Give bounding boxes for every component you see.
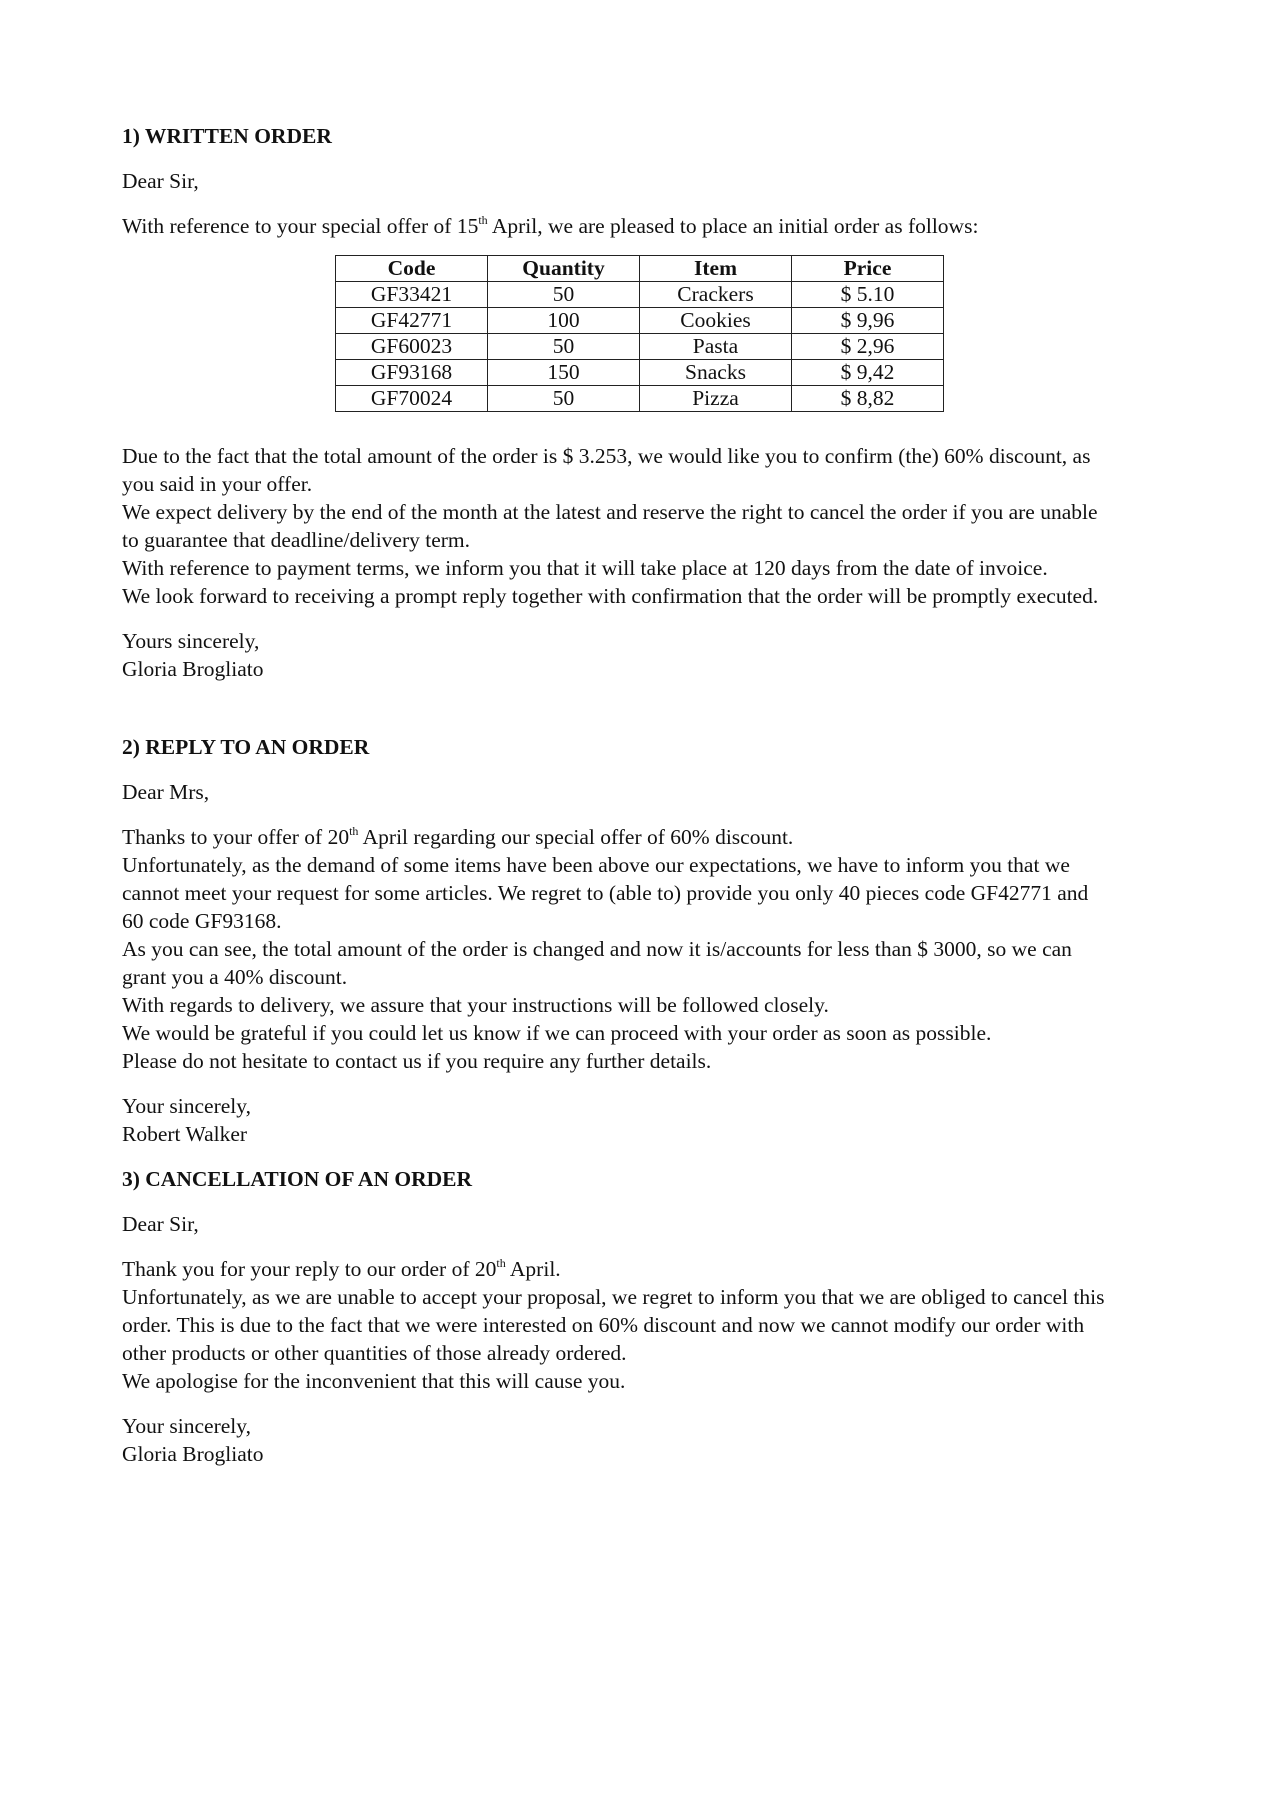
cell-code: GF42771 xyxy=(336,308,488,334)
cell-price: $ 9,96 xyxy=(792,308,944,334)
cell-code: GF60023 xyxy=(336,334,488,360)
body-line: grant you a 40% discount. xyxy=(122,965,348,989)
cell-item: Pasta xyxy=(640,334,792,360)
table-row xyxy=(336,308,944,334)
closing: Your sincerely, xyxy=(122,1094,251,1118)
salutation: Dear Sir, xyxy=(122,1212,199,1236)
cell-price: $ 8,82 xyxy=(792,386,944,412)
body-line: cannot meet your request for some articles. We regret to (able to) provide you only 40 pieces code GF42771 and xyxy=(122,881,1089,905)
section-heading: 1) WRITTEN ORDER xyxy=(122,124,332,148)
cell-item: Pizza xyxy=(640,386,792,412)
body-line: order. This is due to the fact that we were interested on 60% discount and now we cannot modify our order with xyxy=(122,1313,1085,1337)
body-line: Unfortunately, as we are unable to accept your proposal, we regret to inform you that we are obliged to cancel this xyxy=(122,1285,1105,1309)
body-line: We look forward to receiving a prompt reply together with confirmation that the order will be promptly executed. xyxy=(122,584,1099,608)
salutation: Dear Sir, xyxy=(122,169,199,193)
body-line xyxy=(122,1255,1168,1283)
cell-item: Snacks xyxy=(640,360,792,386)
body-line: 60 code GF93168. xyxy=(122,909,282,933)
body-text-after: April. xyxy=(505,1257,561,1281)
cell-price: $ 5.10 xyxy=(792,282,944,308)
body-line: you said in your offer. xyxy=(122,472,313,496)
salutation: Dear Mrs, xyxy=(122,780,210,804)
body-paragraph xyxy=(122,1255,1168,1395)
signature: Gloria Brogliato xyxy=(122,657,264,681)
column-header-code: Code xyxy=(336,256,488,282)
intro-text-before: With reference to your special offer of 15 xyxy=(122,214,479,238)
ordinal-suffix: th xyxy=(478,212,488,227)
section-heading: 2) REPLY TO AN ORDER xyxy=(122,735,370,759)
body-line: We expect delivery by the end of the month at the latest and reserve the right to cancel the order if you are unable xyxy=(122,500,1098,524)
column-header-price: Price xyxy=(792,256,944,282)
cell-quantity: 150 xyxy=(488,360,640,386)
body-line: Unfortunately, as the demand of some items have been above our expectations, we have to inform you that we xyxy=(122,853,1070,877)
intro-paragraph xyxy=(122,212,1168,240)
cell-item: Cookies xyxy=(640,308,792,334)
body-line: We apologise for the inconvenient that this will cause you. xyxy=(122,1369,626,1393)
cell-code: GF33421 xyxy=(336,282,488,308)
cell-quantity: 50 xyxy=(488,334,640,360)
body-line: With reference to payment terms, we inform you that it will take place at 120 days from the date of invoice. xyxy=(122,556,1048,580)
section-heading: 3) CANCELLATION OF AN ORDER xyxy=(122,1167,472,1191)
body-line: Due to the fact that the total amount of the order is $ 3.253, we would like you to confirm (the) 60% discount, as xyxy=(122,444,1091,468)
cell-quantity: 50 xyxy=(488,282,640,308)
ordinal-suffix: th xyxy=(349,823,359,838)
body-line: other products or other quantities of those already ordered. xyxy=(122,1341,627,1365)
cell-quantity: 100 xyxy=(488,308,640,334)
body-paragraph xyxy=(122,823,1168,1075)
cell-item: Crackers xyxy=(640,282,792,308)
cell-price: $ 2,96 xyxy=(792,334,944,360)
body-line: We would be grateful if you could let us know if we can proceed with your order as soon as possible. xyxy=(122,1021,992,1045)
body-text-before: Thank you for your reply to our order of 20 xyxy=(122,1257,497,1281)
section-reply-to-order xyxy=(122,733,1168,1148)
ordinal-suffix: th xyxy=(496,1255,506,1270)
order-table xyxy=(335,255,944,412)
table-row xyxy=(336,334,944,360)
body-line: Please do not hesitate to contact us if you require any further details. xyxy=(122,1049,712,1073)
column-header-item: Item xyxy=(640,256,792,282)
cell-code: GF93168 xyxy=(336,360,488,386)
body-line: to guarantee that deadline/delivery term. xyxy=(122,528,471,552)
column-header-quantity: Quantity xyxy=(488,256,640,282)
cell-price: $ 9,42 xyxy=(792,360,944,386)
body-text-after: April regarding our special offer of 60% discount. xyxy=(358,825,794,849)
section-cancellation-of-order xyxy=(122,1165,1168,1468)
cell-code: GF70024 xyxy=(336,386,488,412)
body-line xyxy=(122,823,1168,851)
section-written-order xyxy=(122,122,1168,683)
closing: Yours sincerely, xyxy=(122,629,260,653)
intro-text-after: April, we are pleased to place an initial order as follows: xyxy=(487,214,979,238)
body-line: With regards to delivery, we assure that your instructions will be followed closely. xyxy=(122,993,829,1017)
body-text-before: Thanks to your offer of 20 xyxy=(122,825,350,849)
table-row xyxy=(336,282,944,308)
signature: Robert Walker xyxy=(122,1122,248,1146)
body-line: As you can see, the total amount of the order is changed and now it is/accounts for less than $ 3000, so we can xyxy=(122,937,1072,961)
body-paragraph xyxy=(122,442,1168,610)
table-header-row xyxy=(336,256,944,282)
table-row xyxy=(336,360,944,386)
signature: Gloria Brogliato xyxy=(122,1442,264,1466)
cell-quantity: 50 xyxy=(488,386,640,412)
closing: Your sincerely, xyxy=(122,1414,251,1438)
table-row xyxy=(336,386,944,412)
